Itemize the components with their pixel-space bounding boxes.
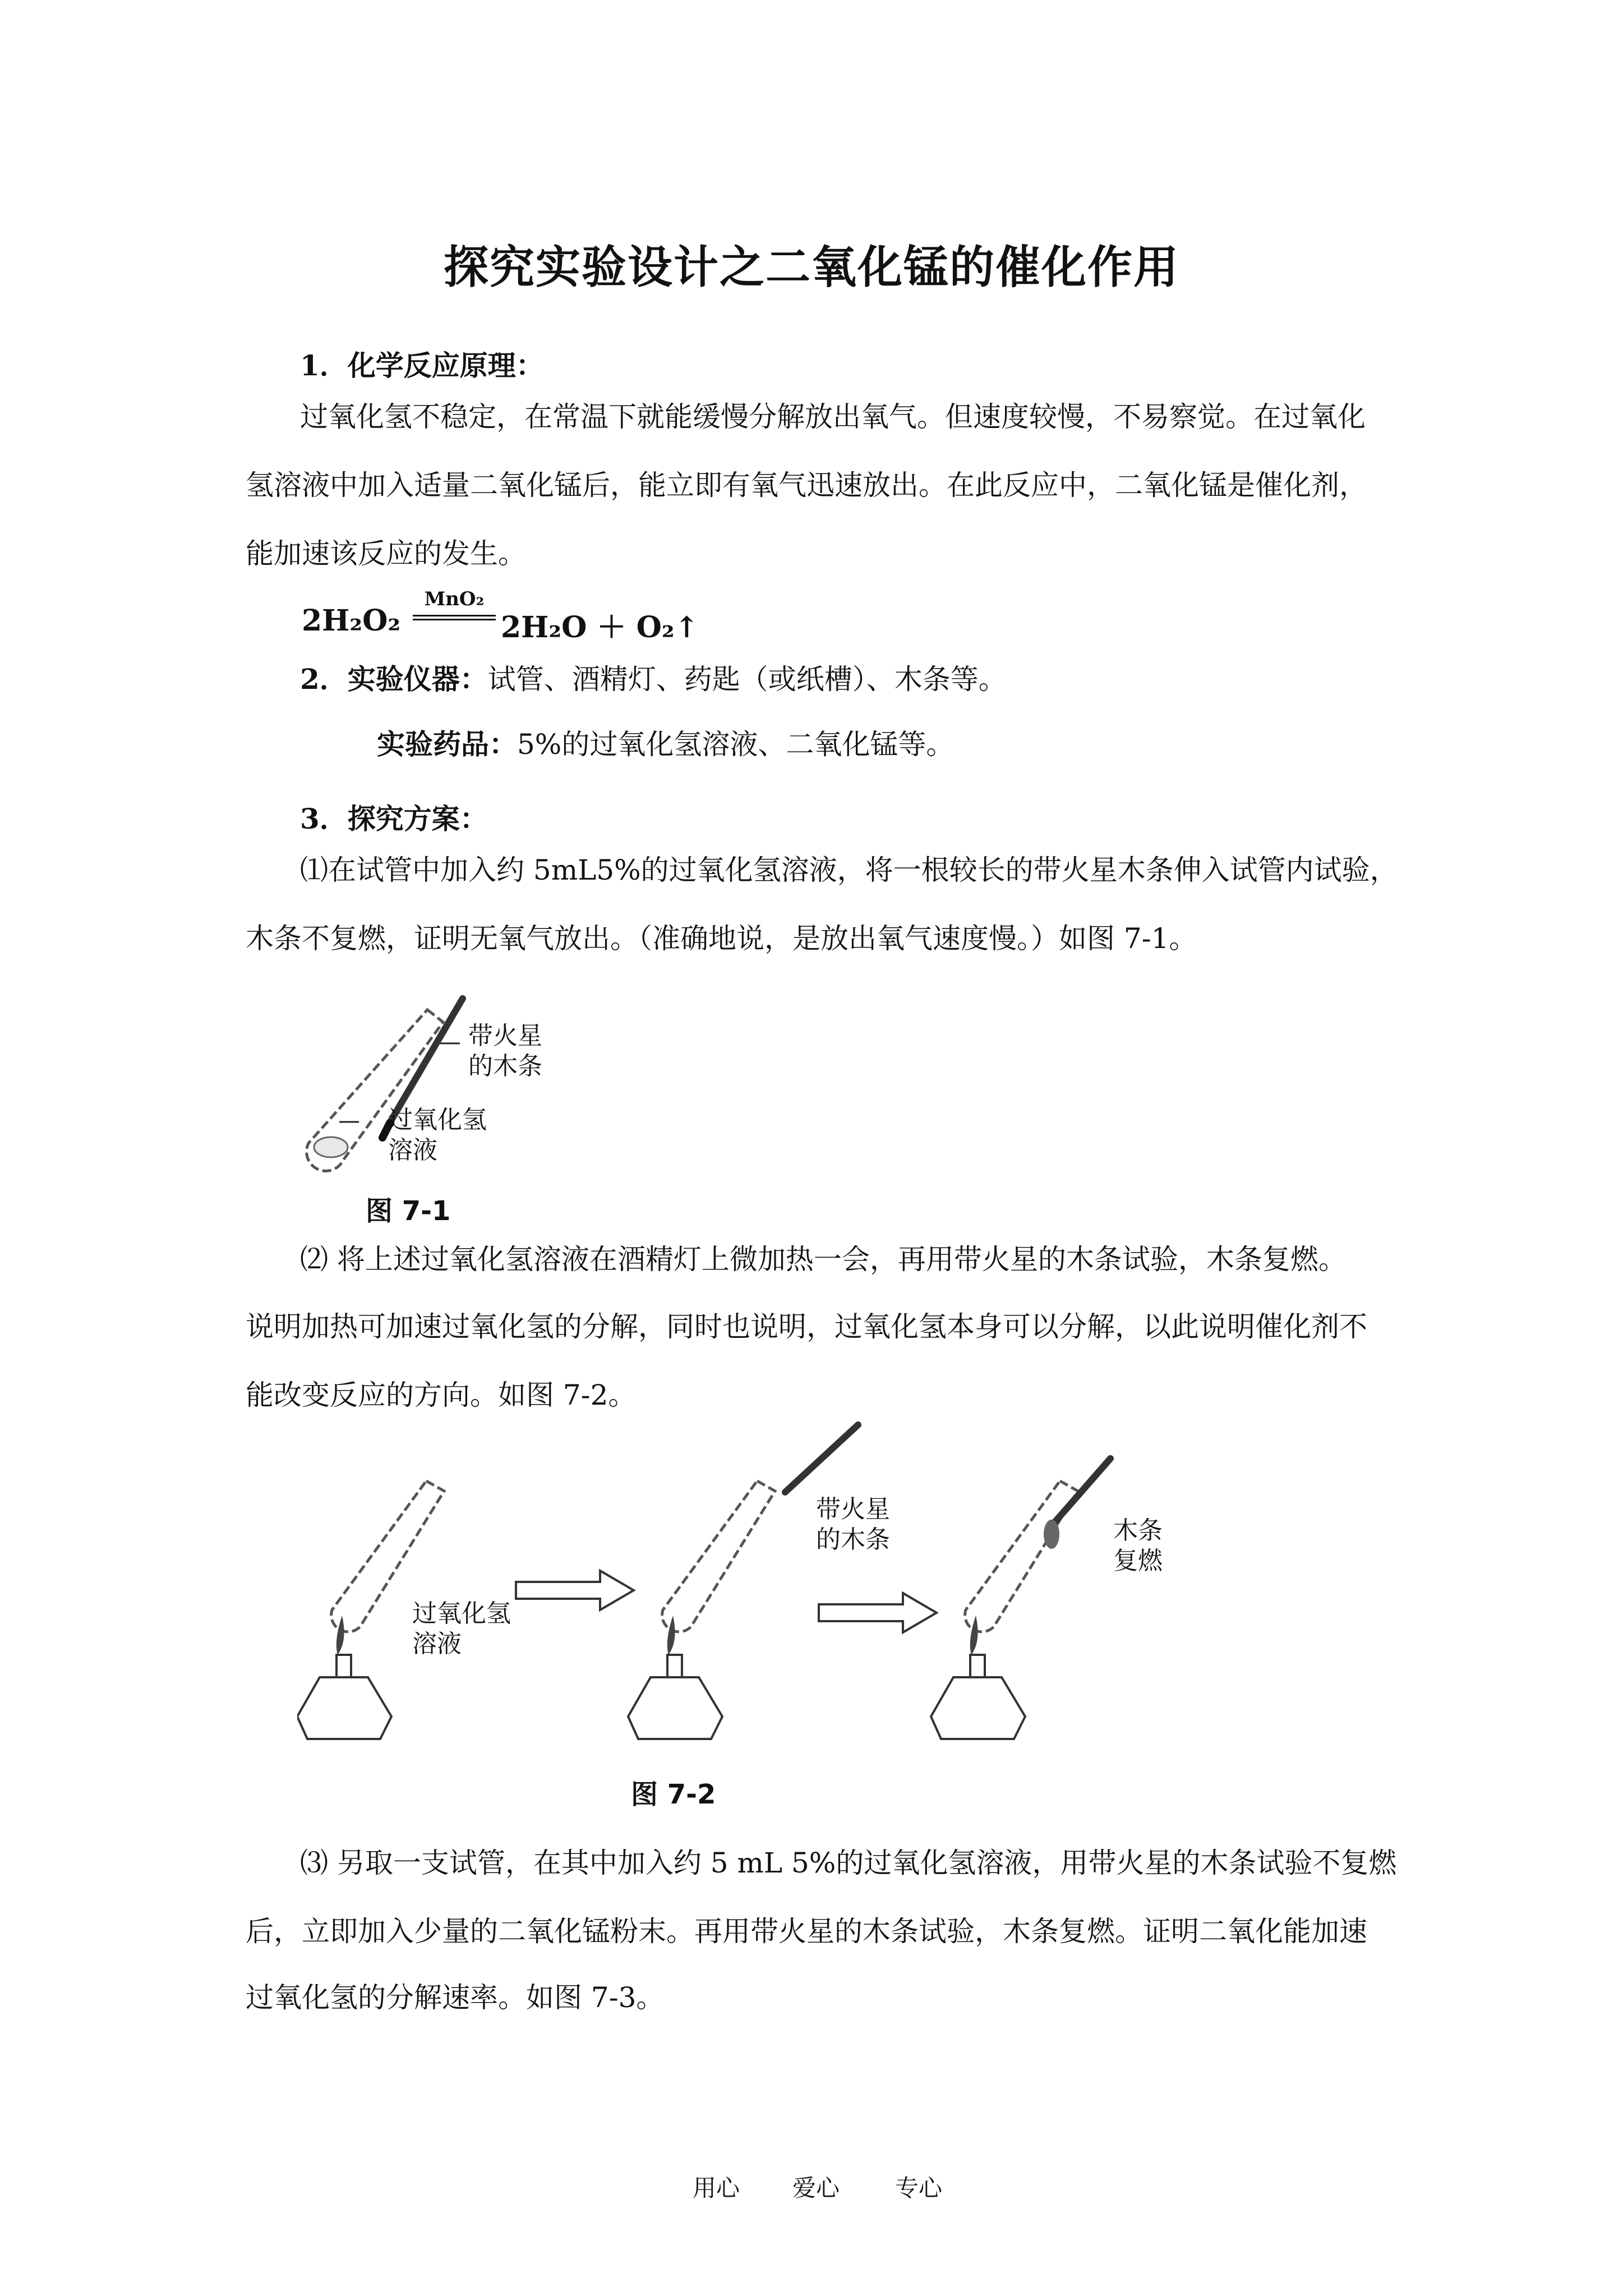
label-line: 溶液 — [388, 1136, 437, 1165]
equation-catalyst: MnO₂ — [424, 588, 485, 610]
label-line: 过氧化氢 — [388, 1106, 487, 1134]
label-line: 木条 — [1113, 1516, 1163, 1545]
figure-caption: 图 7-1 — [366, 1195, 451, 1227]
wooden-splint-icon — [1052, 1458, 1110, 1526]
alcohol-lamp-icon — [628, 1655, 722, 1739]
paragraph-line: 能改变反应的方向。如图 7-2。 — [246, 1379, 637, 1411]
section2-heading: 2．实验仪器： — [300, 662, 488, 696]
fig2-relight-label — [1113, 1516, 1163, 1576]
fig2-solution-label — [412, 1599, 511, 1659]
alcohol-lamp-icon — [297, 1655, 391, 1739]
paragraph-line: ⑴在试管中加入约 5mL5%的过氧化氢溶液，将一根较长的带火星木条伸入试管内试验， — [300, 854, 1398, 886]
paragraph-line: 木条不复燃，证明无氧气放出。（准确地说，是放出氧气速度慢。）如图 7-1。 — [246, 922, 1197, 955]
paragraph-line: 能加速该反应的发生。 — [246, 537, 526, 570]
flame-icon — [970, 1616, 978, 1655]
test-tube-icon — [662, 1481, 775, 1632]
fig2-splint-label — [816, 1494, 890, 1555]
label-line: 的木条 — [468, 1052, 542, 1080]
figure-7-2-illustration — [297, 1419, 1239, 1767]
reagents-list: 5%的过氧化氢溶液、二氧化锰等。 — [517, 728, 955, 761]
arrow-right-icon — [516, 1571, 634, 1610]
reagents-label: 实验药品： — [377, 728, 517, 761]
test-tube-icon — [965, 1481, 1078, 1632]
arrow-right-icon — [819, 1593, 937, 1632]
apparatus-list: 试管、酒精灯、药匙（或纸槽）、木条等。 — [487, 663, 1007, 696]
alcohol-lamp-icon — [931, 1655, 1025, 1739]
section3-heading: 3．探究方案： — [300, 802, 488, 835]
paragraph-line: 过氧化氢不稳定，在常温下就能缓慢分解放出氧气。但速度较慢，不易察觉。在过氧化 — [300, 401, 1366, 433]
label-line: 溶液 — [412, 1630, 462, 1658]
paragraph-line: 后，立即加入少量的二氧化锰粉末。再用带火星的木条试验，木条复燃。证明二氧化能加速 — [246, 1915, 1367, 1948]
label-line: 带火星 — [816, 1495, 890, 1524]
label-line: 带火星 — [468, 1022, 542, 1050]
chemical-equation — [302, 588, 750, 645]
label-line: 的木条 — [816, 1525, 890, 1554]
reagents-line — [377, 728, 955, 761]
solution-liquid — [314, 1137, 348, 1157]
footer-text: 用心 — [693, 2174, 740, 2202]
fig1-solution-label — [388, 1105, 487, 1166]
paragraph-line: ⑶ 另取一支试管，在其中加入约 5 mL 5%的过氧化氢溶液，用带火星的木条试验不复燃 — [300, 1847, 1397, 1879]
flame-icon — [336, 1616, 344, 1655]
footer-text: 专心 — [895, 2174, 943, 2202]
paragraph-line: 氢溶液中加入适量二氧化锰后，能立即有氧气迅速放出。在此反应中，二氧化锰是催化剂， — [246, 469, 1367, 501]
label-line: 过氧化氢 — [412, 1599, 511, 1628]
paragraph-line: 说明加热可加速过氧化氢的分解，同时也说明，过氧化氢本身可以分解，以此说明催化剂不 — [246, 1310, 1367, 1343]
paragraph-line: ⑵ 将上述过氧化氢溶液在酒精灯上微加热一会，再用带火星的木条试验，木条复燃。 — [300, 1243, 1347, 1276]
page-title: 探究实验设计之二氧化锰的催化作用 — [444, 241, 1179, 293]
label-line: 复燃 — [1113, 1547, 1163, 1575]
paragraph-line: 过氧化氢的分解速率。如图 7-3。 — [246, 1981, 665, 2014]
equation-equals-sign — [413, 615, 496, 620]
figure-caption: 图 7-2 — [631, 1779, 716, 1810]
flame-icon — [667, 1616, 675, 1655]
wooden-splint-icon — [785, 1425, 858, 1492]
section2-line — [300, 662, 1007, 696]
equation-product: 2H₂O ＋ O₂↑ — [501, 610, 699, 645]
section1-heading: 1．化学反应原理： — [300, 349, 544, 382]
footer-text: 爱心 — [792, 2174, 840, 2202]
burning-tip-icon — [1044, 1520, 1059, 1549]
equation-reactant: 2H₂O₂ — [302, 604, 401, 638]
fig1-splint-label — [468, 1021, 542, 1082]
